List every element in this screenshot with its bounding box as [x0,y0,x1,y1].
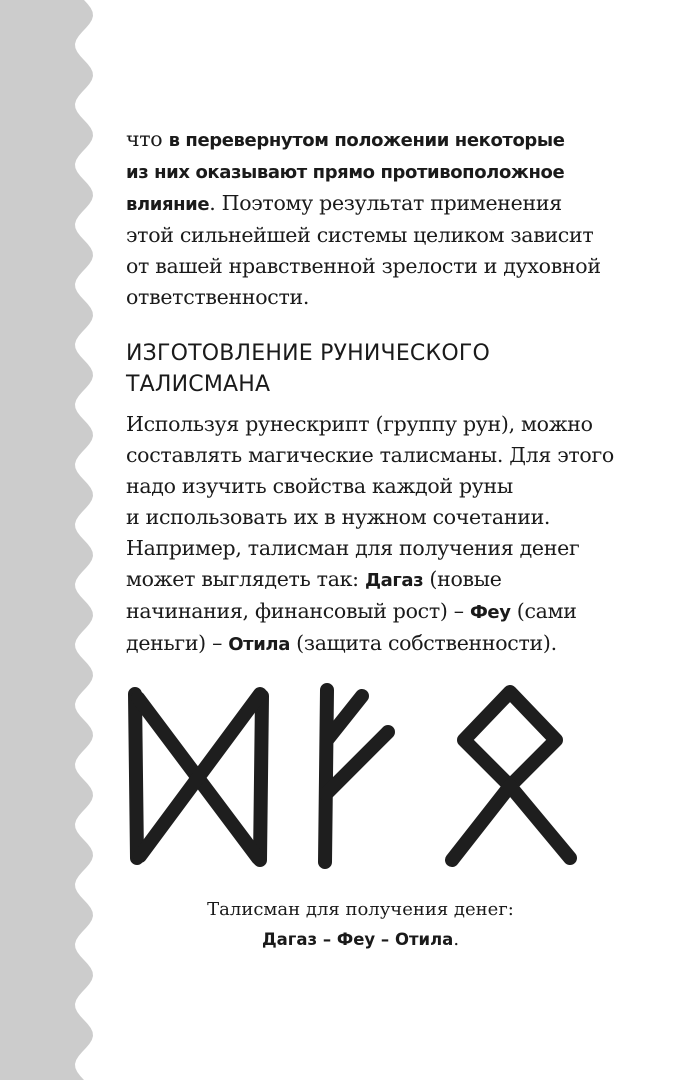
body-text: надо изучить свойства каждой руны [126,474,513,498]
heading-line: ИЗГОТОВЛЕНИЕ РУНИЧЕСКОГО [126,341,490,366]
intro-emphasis: из них оказывают прямо противоположное [126,162,565,183]
caption-rune-dagaz: Дагаз [261,930,318,949]
intro-emphasis: в перевернутом положении некоторые [168,130,565,151]
caption-rune-othala: Отила [394,930,454,949]
dagaz-rune-icon [135,694,262,860]
body-text: (защита собственности). [289,631,557,655]
fehu-rune-icon [325,690,388,862]
body-text: составлять магические талисманы. Для этого [126,443,614,467]
body-text: Используя рунескрипт (группу рун), можно [126,412,593,436]
body-paragraph [126,409,626,660]
body-text: может выглядеть так: [126,567,365,591]
body-text: (новые [423,567,502,591]
rune-name-fehu: Феу [469,602,511,623]
intro-text: что [126,127,169,151]
intro-paragraph [126,124,626,313]
caption-period: . [453,929,460,950]
caption-separator: – [317,930,337,949]
caption-line: Талисман для получения денег: [207,899,514,920]
body-text: начинания, финансовый рост) – [126,599,470,623]
section-heading [126,338,626,400]
caption-rune-names [30,925,691,955]
intro-text: от вашей нравственной зрелости и духовной [126,254,601,278]
body-text: деньги) – [126,631,229,655]
rune-name-othala: Отила [228,634,290,655]
othala-rune-icon [452,692,570,860]
intro-text: этой сильнейшей системы целиком зависит [126,223,594,247]
intro-text: ответственности. [126,285,310,309]
heading-line: ТАЛИСМАНА [126,372,271,397]
intro-emphasis: влияние [126,194,210,215]
intro-text: . Поэтому результат применения [209,191,562,215]
caption-separator: – [375,930,395,949]
body-text: (сами [510,599,577,623]
figure-caption [0,895,691,955]
rune-name-dagaz: Дагаз [364,570,424,591]
body-text: и использовать их в нужном сочетании. [126,505,551,529]
body-text: Например, талисман для получения денег [126,536,580,560]
rune-illustration [110,676,590,876]
caption-rune-fehu: Феу [336,930,376,949]
